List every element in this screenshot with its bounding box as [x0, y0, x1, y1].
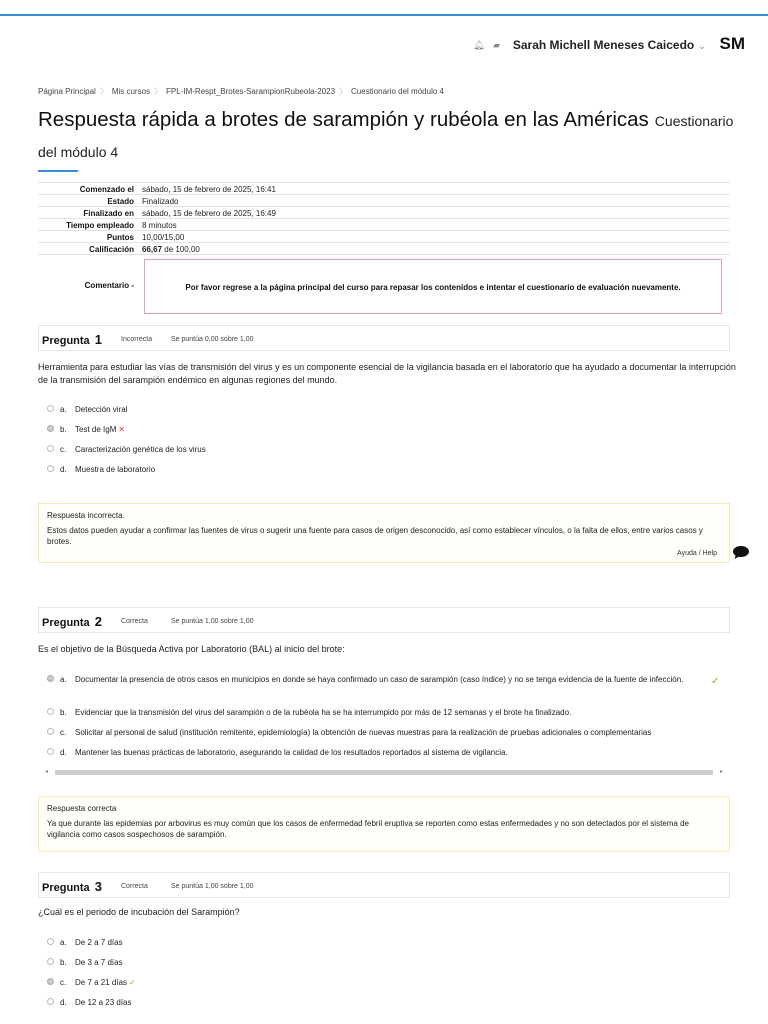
option-letter: a. [60, 405, 67, 414]
feedback-title: Respuesta correcta [47, 804, 117, 813]
radio-button-selected[interactable] [47, 978, 54, 985]
question-number: 1 [94, 332, 102, 347]
chevron-down-icon: ⌄ [697, 41, 706, 52]
summary-label: Tiempo empleado [38, 219, 140, 231]
question-1-text: Herramienta para estudiar las vías de transmisión del virus y es un componente esencial de la vigilancia basada en el laboratorio que ha ayudado a documentar la interrupción de la transmisión del sarampión endémico en algunas regiones del mundo. [38, 362, 736, 385]
question-grade: Se puntúa 0,00 sobre 1,00 [171, 336, 254, 343]
chat-bubble-icon[interactable] [733, 546, 749, 559]
radio-button[interactable] [47, 728, 54, 735]
grade-value [140, 243, 730, 255]
question-state: Correcta [121, 618, 148, 625]
radio-button[interactable] [47, 958, 54, 965]
course-title: Respuesta rápida a brotes de sarampión y rubéola en las Américas [38, 108, 649, 131]
breadcrumb-separator: 〉 [99, 87, 108, 96]
radio-button[interactable] [47, 465, 54, 472]
option-text: Test de IgM [75, 425, 117, 434]
summary-row [38, 231, 730, 243]
incorrect-icon: ✕ [118, 425, 126, 434]
summary-value: sábado, 15 de febrero de 2025, 16:49 [140, 207, 730, 219]
summary-label: Calificación [38, 243, 140, 255]
feedback-text: Estos datos pueden ayudar a confirmar las fuentes de virus o sugerir una fuente para casos de origen desconocido, así como establecer vínculos, o la falta de ellos, entre varios casos y brotes. [47, 526, 703, 546]
question-number: 3 [94, 879, 102, 894]
summary-value: Finalizado [140, 195, 730, 207]
option-letter: b. [60, 425, 67, 434]
summary-value: 8 minutos [140, 219, 730, 231]
summary-row [38, 219, 730, 231]
radio-button-selected[interactable] [47, 425, 54, 432]
summary-value: sábado, 15 de febrero de 2025, 16:41 [140, 183, 730, 195]
option-letter: a. [60, 675, 67, 684]
title-underline [38, 170, 78, 172]
question-2-feedback [38, 796, 730, 852]
breadcrumb-item-quiz[interactable]: Cuestionario del módulo 4 [351, 87, 444, 96]
question-grade: Se puntúa 1,00 sobre 1,00 [171, 618, 254, 625]
option-letter: c. [60, 728, 67, 737]
scrollbar-thumb[interactable] [55, 770, 713, 775]
option-letter: a. [60, 938, 67, 947]
radio-button[interactable] [47, 938, 54, 945]
radio-button[interactable] [47, 748, 54, 755]
comment-label: Comentario - [38, 255, 140, 315]
summary-row [38, 183, 730, 195]
option-text: Caracterización genética de los virus [75, 445, 206, 454]
question-label: Pregunta [42, 617, 90, 629]
feedback-comment: Por favor regrese a la página principal del curso para repasar los contenidos e intentar el cuestionario de evaluación nuevamente. [144, 259, 722, 314]
help-link[interactable]: Ayuda / Help [677, 550, 717, 557]
nav-icons [467, 40, 500, 51]
avatar-initials: SM [719, 34, 745, 53]
summary-row-grade [38, 243, 730, 255]
correct-icon: ✓ [129, 978, 136, 987]
option-letter: b. [60, 958, 67, 967]
question-3-text: ¿Cuál es el periodo de incubación del Sarampión? [38, 907, 240, 917]
horizontal-scrollbar[interactable] [45, 768, 723, 777]
quiz-subtitle: Cuestionario del módulo 4 [38, 113, 734, 160]
breadcrumb [38, 86, 444, 97]
option-text: Evidenciar que la transmisión del virus del sarampión o de la rubéola ha se ha interrumpido por más de 12 semanas y el brote ha finalizado. [75, 708, 572, 717]
grade-number: 66,67 [142, 244, 163, 254]
option-text: De 12 a 23 días [75, 998, 132, 1007]
option-letter: d. [60, 465, 67, 474]
option-letter: c. [60, 445, 67, 454]
feedback-title: Respuesta incorrecta. [47, 511, 125, 520]
radio-button[interactable] [47, 998, 54, 1005]
radio-button[interactable] [47, 708, 54, 715]
user-name: Sarah Michell Meneses Caicedo [512, 38, 695, 52]
option-text: Detección viral [75, 405, 128, 414]
option-text: De 7 a 21 días [75, 978, 128, 987]
option-text: Documentar la presencia de otros casos en municipios en donde se haya confirmado un caso de sarampión (caso índice) y no se tenga evidencia de la fuente de infección. [75, 675, 684, 684]
question-label: Pregunta [42, 335, 90, 347]
feedback-text: Ya que durante las epidemias por arbovirus es muy común que los casos de enfermedad febril eruptiva se reporten como estas enfermedades y no son detectados por el sistema de vigilancia como casos sospechosos de sarampión. [47, 819, 689, 839]
option-text: De 2 a 7 días [75, 938, 123, 947]
summary-label: Puntos [38, 231, 140, 243]
question-grade: Se puntúa 1,00 sobre 1,00 [171, 883, 254, 890]
bell-icon[interactable]: 🔔︎ [473, 40, 485, 50]
page-title [38, 105, 738, 168]
summary-label: Estado [38, 195, 140, 207]
scroll-right-icon[interactable]: ▸ [719, 769, 723, 775]
breadcrumb-separator: 〉 [154, 87, 163, 96]
summary-row [38, 195, 730, 207]
question-2-text: Es el objetivo de la Búsqueda Activa por Laboratorio (BAL) al inicio del brote: [38, 644, 345, 654]
question-2-header [38, 607, 730, 633]
question-state: Correcta [121, 883, 148, 890]
radio-button[interactable] [47, 445, 54, 452]
correct-icon: ✓ [711, 676, 720, 687]
option-letter: d. [60, 998, 67, 1007]
option-text: Mantener las buenas prácticas de laboratorio, asegurando la calidad de los resultados reportados al sistema de vigilancia. [75, 748, 508, 757]
radio-button-selected[interactable] [47, 675, 54, 682]
question-number: 2 [94, 614, 102, 629]
summary-value: 10,00/15,00 [140, 231, 730, 243]
question-1-feedback [38, 503, 730, 563]
breadcrumb-separator: 〉 [339, 87, 348, 96]
grade-suffix: de 100,00 [164, 244, 200, 254]
option-text: Solicitar al personal de salud (institución remitente, epidemiología) la obtención de nuevas muestras para la realización de pruebas adicionales o complementarias [75, 728, 652, 737]
question-label: Pregunta [42, 882, 90, 894]
option-letter: c. [60, 978, 67, 987]
user-menu[interactable] [513, 38, 706, 52]
radio-button[interactable] [47, 405, 54, 412]
breadcrumb-item-course[interactable]: FPL-IM-Respt_Brotes-SarampionRubeola-2023 [166, 87, 336, 96]
chat-bubble-icon[interactable]: ▰ [493, 40, 500, 50]
question-state: Incorrecta [121, 336, 153, 343]
option-letter: b. [60, 708, 67, 717]
summary-row [38, 207, 730, 219]
breadcrumb-item-courses[interactable]: Mis cursos [111, 87, 151, 96]
scroll-left-icon[interactable]: ◂ [45, 769, 49, 775]
summary-label: Comenzado el [38, 183, 140, 195]
question-1-header [38, 325, 730, 351]
question-3-header [38, 872, 730, 898]
option-letter: d. [60, 748, 67, 757]
top-navbar [0, 16, 768, 74]
breadcrumb-item-home[interactable]: Página Principal [38, 87, 96, 96]
summary-label: Finalizado en [38, 207, 140, 219]
option-text: De 3 a 7 días [75, 958, 123, 967]
option-text: Muestra de laboratorio [75, 465, 156, 474]
